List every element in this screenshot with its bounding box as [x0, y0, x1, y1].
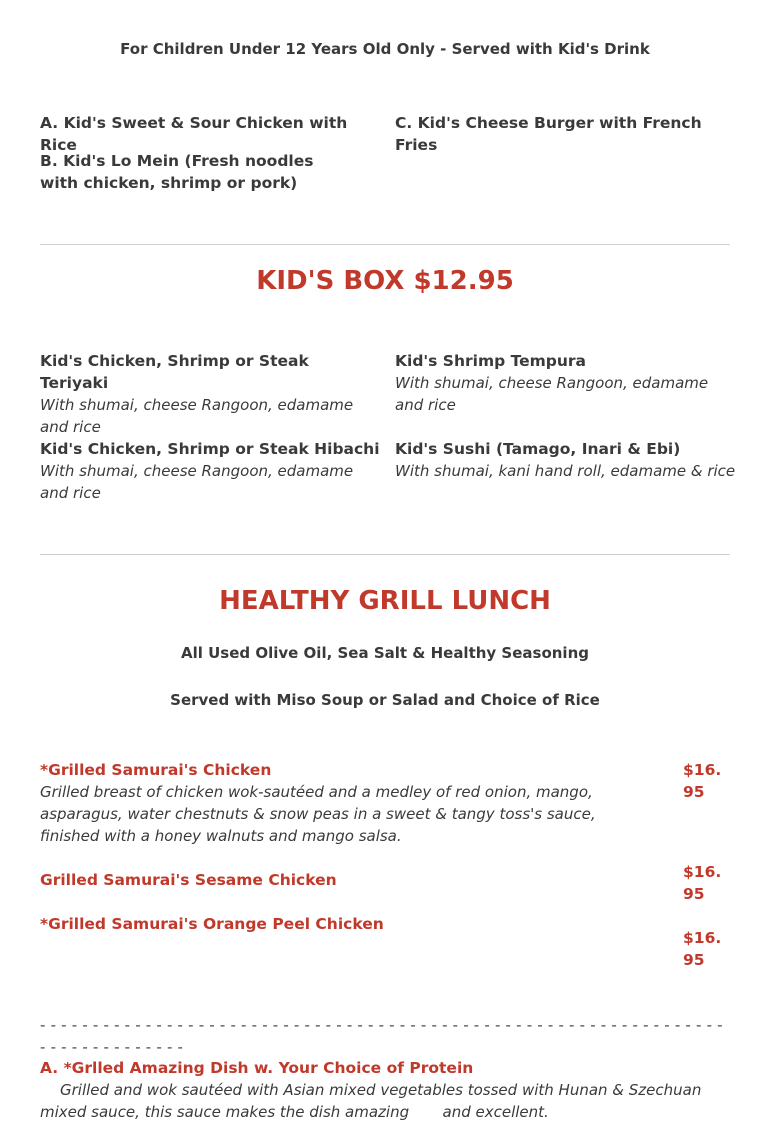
kids-item-c: C. Kid's Cheese Burger with French Fries	[395, 114, 702, 154]
item-description: With shumai, cheese Rangoon, edamame and rice	[40, 462, 354, 502]
kids-box-item	[395, 438, 740, 482]
item-name: Kid's Chicken, Shrimp or Steak Teriyaki	[40, 352, 309, 392]
item-description: With shumai, cheese Rangoon, edamame and rice	[40, 396, 354, 436]
kids-item-a: A. Kid's Sweet & Sour Chicken with Rice	[40, 114, 348, 154]
item-name: Kid's Sushi (Tamago, Inari & Ebi)	[395, 440, 681, 458]
kids-menu-note: For Children Under 12 Years Old Only - Served with Kid's Drink	[120, 40, 650, 58]
item-description: With shumai, kani hand roll, edamame & rice	[395, 462, 736, 480]
dashed-divider: - - - - - - - - - - - - - - - - - - - - - - - - - - - - - - - - - - - - - - - - - - - - - - - - - - - - - - - - - - - - - - - - - - - - - - - - - - - - - - -	[40, 1016, 723, 1056]
item-description: Grilled and wok sautéed with Asian mixed vegetables tossed with Hunan & Szechuan mixed sauce, this sauce makes the dish amazing and excellent.	[40, 1081, 707, 1121]
kids-box-heading: KID'S BOX $12.95	[256, 266, 514, 296]
item-description: Grilled breast of chicken wok-sautéed and a medley of red onion, mango, asparagus, water chestnuts & snow peas in a sweet & tangy toss's sauce, finished with a honey walnuts and mango salsa.	[40, 783, 596, 845]
item-name: Grilled Samurai's Sesame Chicken	[40, 871, 337, 889]
item-name: Kid's Chicken, Shrimp or Steak Hibachi	[40, 440, 380, 458]
item-price: $16.95	[683, 761, 722, 801]
kids-box-item	[395, 350, 730, 416]
item-name: A. *Grlled Amazing Dish w. Your Choice of Protein	[40, 1059, 474, 1077]
item-name: *Grilled Samurai's Orange Peel Chicken	[40, 915, 384, 933]
item-name: Kid's Shrimp Tempura	[395, 352, 586, 370]
item-price: $16.95	[683, 863, 722, 903]
menu-item	[40, 1057, 720, 1123]
kids-item-b: B. Kid's Lo Mein (Fresh noodles with chicken, shrimp or pork)	[40, 152, 314, 192]
item-name: *Grilled Samurai's Chicken	[40, 761, 272, 779]
item-price: $16.95	[683, 929, 722, 969]
item-description: With shumai, cheese Rangoon, edamame and rice	[395, 374, 709, 414]
kids-box-item	[40, 438, 380, 504]
healthy-grill-served-note: Served with Miso Soup or Salad and Choice of Rice	[170, 691, 600, 709]
divider-line	[40, 244, 730, 245]
menu-item	[40, 759, 640, 847]
kids-box-item	[40, 350, 380, 438]
healthy-grill-heading: HEALTHY GRILL LUNCH	[219, 586, 551, 616]
divider-line	[40, 554, 730, 555]
cropped-top-heading	[0, 0, 770, 6]
healthy-grill-note: All Used Olive Oil, Sea Salt & Healthy Seasoning	[180, 644, 589, 662]
